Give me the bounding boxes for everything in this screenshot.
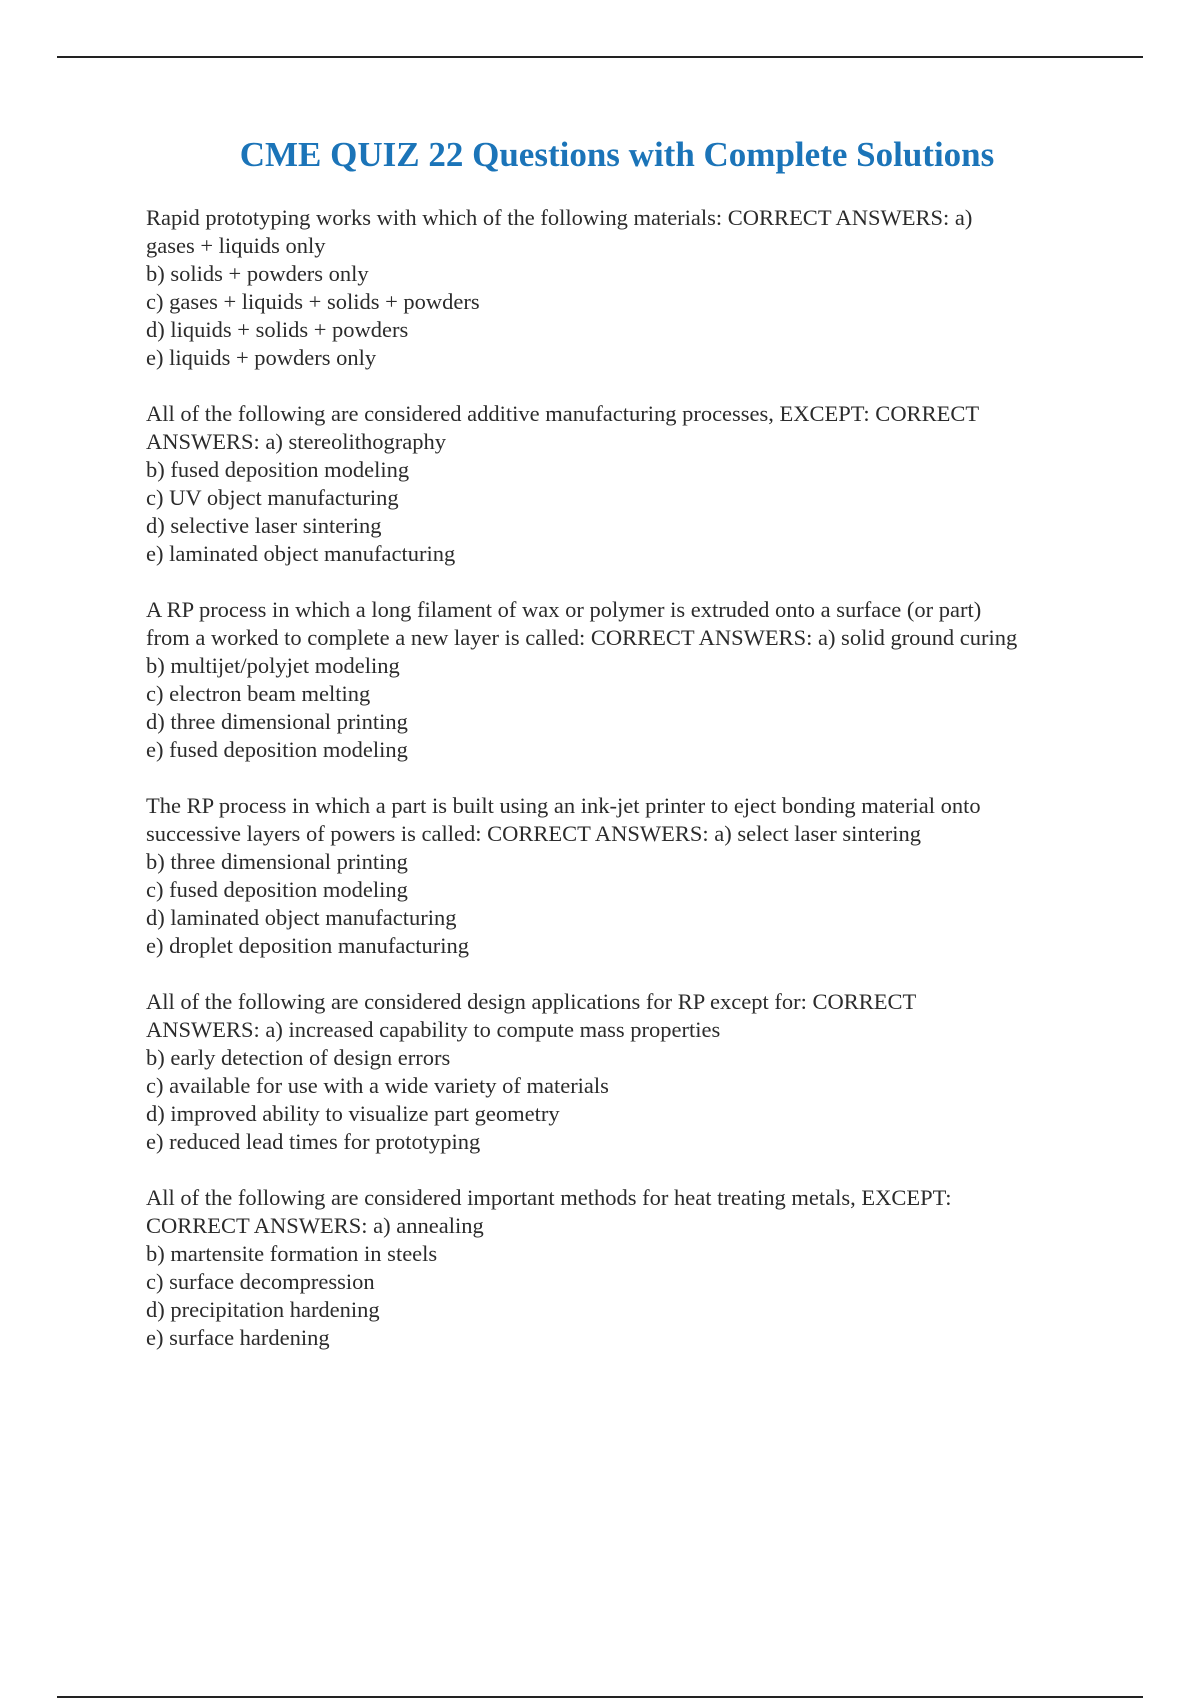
answer-option: d) precipitation hardening <box>146 1297 380 1322</box>
answer-option: c) gases + liquids + solids + powders <box>146 289 480 314</box>
question-text: from a worked to complete a new layer is called: CORRECT ANSWERS: a) solid ground curing <box>146 625 1018 650</box>
answer-option: c) electron beam melting <box>146 681 371 706</box>
question-block <box>146 988 1146 1156</box>
answer-option: d) selective laser sintering <box>146 513 382 538</box>
question-text: All of the following are considered design applications for RP except for: CORRECT <box>146 989 917 1014</box>
answer-option: c) surface decompression <box>146 1269 375 1294</box>
question-text: ANSWERS: a) stereolithography <box>146 429 446 454</box>
answer-option: b) early detection of design errors <box>146 1045 451 1070</box>
question-text: A RP process in which a long filament of wax or polymer is extruded onto a surface (or part) <box>146 597 982 622</box>
question-list <box>146 204 1146 1380</box>
question-block <box>146 596 1146 764</box>
bottom-rule <box>57 1696 1143 1698</box>
top-rule <box>57 56 1143 58</box>
question-text: successive layers of powers is called: CORRECT ANSWERS: a) select laser sintering <box>146 821 922 846</box>
answer-option: d) laminated object manufacturing <box>146 905 457 930</box>
answer-option: b) three dimensional printing <box>146 849 408 874</box>
question-text: All of the following are considered additive manufacturing processes, EXCEPT: CORRECT <box>146 401 980 426</box>
answer-option: e) liquids + powders only <box>146 345 377 370</box>
answer-option: e) droplet deposition manufacturing <box>146 933 470 958</box>
answer-option: c) UV object manufacturing <box>146 485 399 510</box>
question-text: The RP process in which a part is built using an ink-jet printer to eject bonding material onto <box>146 793 981 818</box>
question-block <box>146 792 1146 960</box>
answer-option: e) surface hardening <box>146 1325 330 1350</box>
question-block <box>146 204 1146 372</box>
answer-option: c) fused deposition modeling <box>146 877 408 902</box>
answer-option: e) reduced lead times for prototyping <box>146 1129 481 1154</box>
answer-option: c) available for use with a wide variety of materials <box>146 1073 609 1098</box>
answer-option: d) improved ability to visualize part geometry <box>146 1101 560 1126</box>
question-text: Rapid prototyping works with which of the following materials: CORRECT ANSWERS: a) <box>146 205 973 230</box>
answer-option: d) liquids + solids + powders <box>146 317 409 342</box>
question-text: CORRECT ANSWERS: a) annealing <box>146 1213 484 1238</box>
question-text: ANSWERS: a) increased capability to compute mass properties <box>146 1017 721 1042</box>
question-block <box>146 400 1146 568</box>
question-text: All of the following are considered important methods for heat treating metals, EXCEPT: <box>146 1185 952 1210</box>
answer-option: b) multijet/polyjet modeling <box>146 653 400 678</box>
answer-option: b) fused deposition modeling <box>146 457 410 482</box>
page-title: CME QUIZ 22 Questions with Complete Solutions <box>239 135 995 174</box>
answer-option: b) martensite formation in steels <box>146 1241 438 1266</box>
answer-option: b) solids + powders only <box>146 261 369 286</box>
question-text: gases + liquids only <box>146 233 326 258</box>
answer-option: e) laminated object manufacturing <box>146 541 456 566</box>
answer-option: e) fused deposition modeling <box>146 737 408 762</box>
question-block <box>146 1184 1146 1352</box>
answer-option: d) three dimensional printing <box>146 709 408 734</box>
